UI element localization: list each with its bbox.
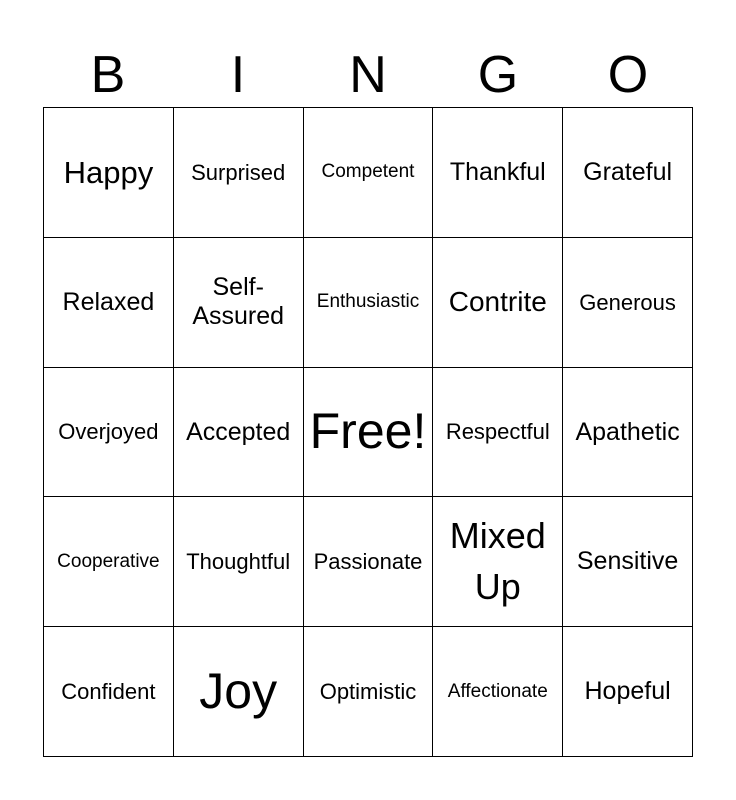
bingo-cell[interactable] [174, 497, 304, 627]
cell-label: Joy [199, 662, 278, 719]
bingo-cell[interactable] [563, 238, 693, 368]
cell-label: Hopeful [584, 677, 671, 706]
cell-label: Apathetic [575, 417, 680, 446]
free-space-label: Free! [309, 403, 427, 460]
cell-label: Accepted [186, 417, 291, 446]
bingo-cell[interactable] [433, 497, 563, 627]
bingo-cell[interactable] [563, 368, 693, 498]
bingo-cell[interactable] [563, 108, 693, 238]
bingo-cell[interactable] [563, 497, 693, 627]
bingo-cell[interactable] [304, 238, 434, 368]
bingo-cell[interactable] [174, 238, 304, 368]
bingo-cell[interactable] [44, 108, 174, 238]
bingo-card-grid [43, 107, 693, 757]
header-letter-o: O [607, 46, 649, 104]
bingo-cell[interactable] [433, 238, 563, 368]
cell-label: Cooperative [57, 550, 160, 572]
cell-label: Contrite [448, 286, 547, 318]
cell-label: Thoughtful [186, 549, 291, 575]
cell-label: Confident [61, 678, 156, 704]
cell-label: Self- Assured [192, 273, 285, 331]
cell-label: Affectionate [447, 680, 548, 702]
bingo-cell[interactable] [44, 497, 174, 627]
cell-label: Mixed Up [449, 515, 546, 607]
bingo-cell[interactable] [433, 368, 563, 498]
bingo-cell[interactable] [174, 108, 304, 238]
cell-label: Enthusiastic [316, 291, 420, 313]
bingo-cell[interactable] [304, 497, 434, 627]
cell-label: Passionate [313, 549, 423, 575]
bingo-cell[interactable] [174, 627, 304, 757]
cell-label: Competent [321, 161, 415, 183]
bingo-cell[interactable] [174, 368, 304, 498]
cell-label: Sensitive [576, 547, 679, 576]
cell-label: Grateful [583, 158, 673, 187]
cell-label: Generous [579, 289, 676, 315]
cell-label: Happy [63, 154, 154, 190]
header-letter-n: N [349, 46, 387, 104]
header-letter-g: G [477, 46, 519, 104]
header-letter-b: B [90, 46, 126, 104]
bingo-cell[interactable] [44, 627, 174, 757]
bingo-cell[interactable] [304, 627, 434, 757]
header-letter-i: I [230, 46, 246, 104]
bingo-cell[interactable] [44, 368, 174, 498]
bingo-header [43, 44, 693, 106]
bingo-cell[interactable] [563, 627, 693, 757]
free-space-cell[interactable] [304, 368, 434, 498]
cell-label: Surprised [191, 159, 286, 185]
bingo-cell[interactable] [433, 108, 563, 238]
cell-label: Respectful [445, 419, 550, 445]
cell-label: Relaxed [62, 287, 155, 316]
bingo-cell[interactable] [304, 108, 434, 238]
cell-label: Overjoyed [58, 419, 159, 445]
bingo-cell[interactable] [433, 627, 563, 757]
bingo-cell[interactable] [44, 238, 174, 368]
cell-label: Optimistic [319, 678, 417, 704]
cell-label: Thankful [449, 158, 546, 187]
